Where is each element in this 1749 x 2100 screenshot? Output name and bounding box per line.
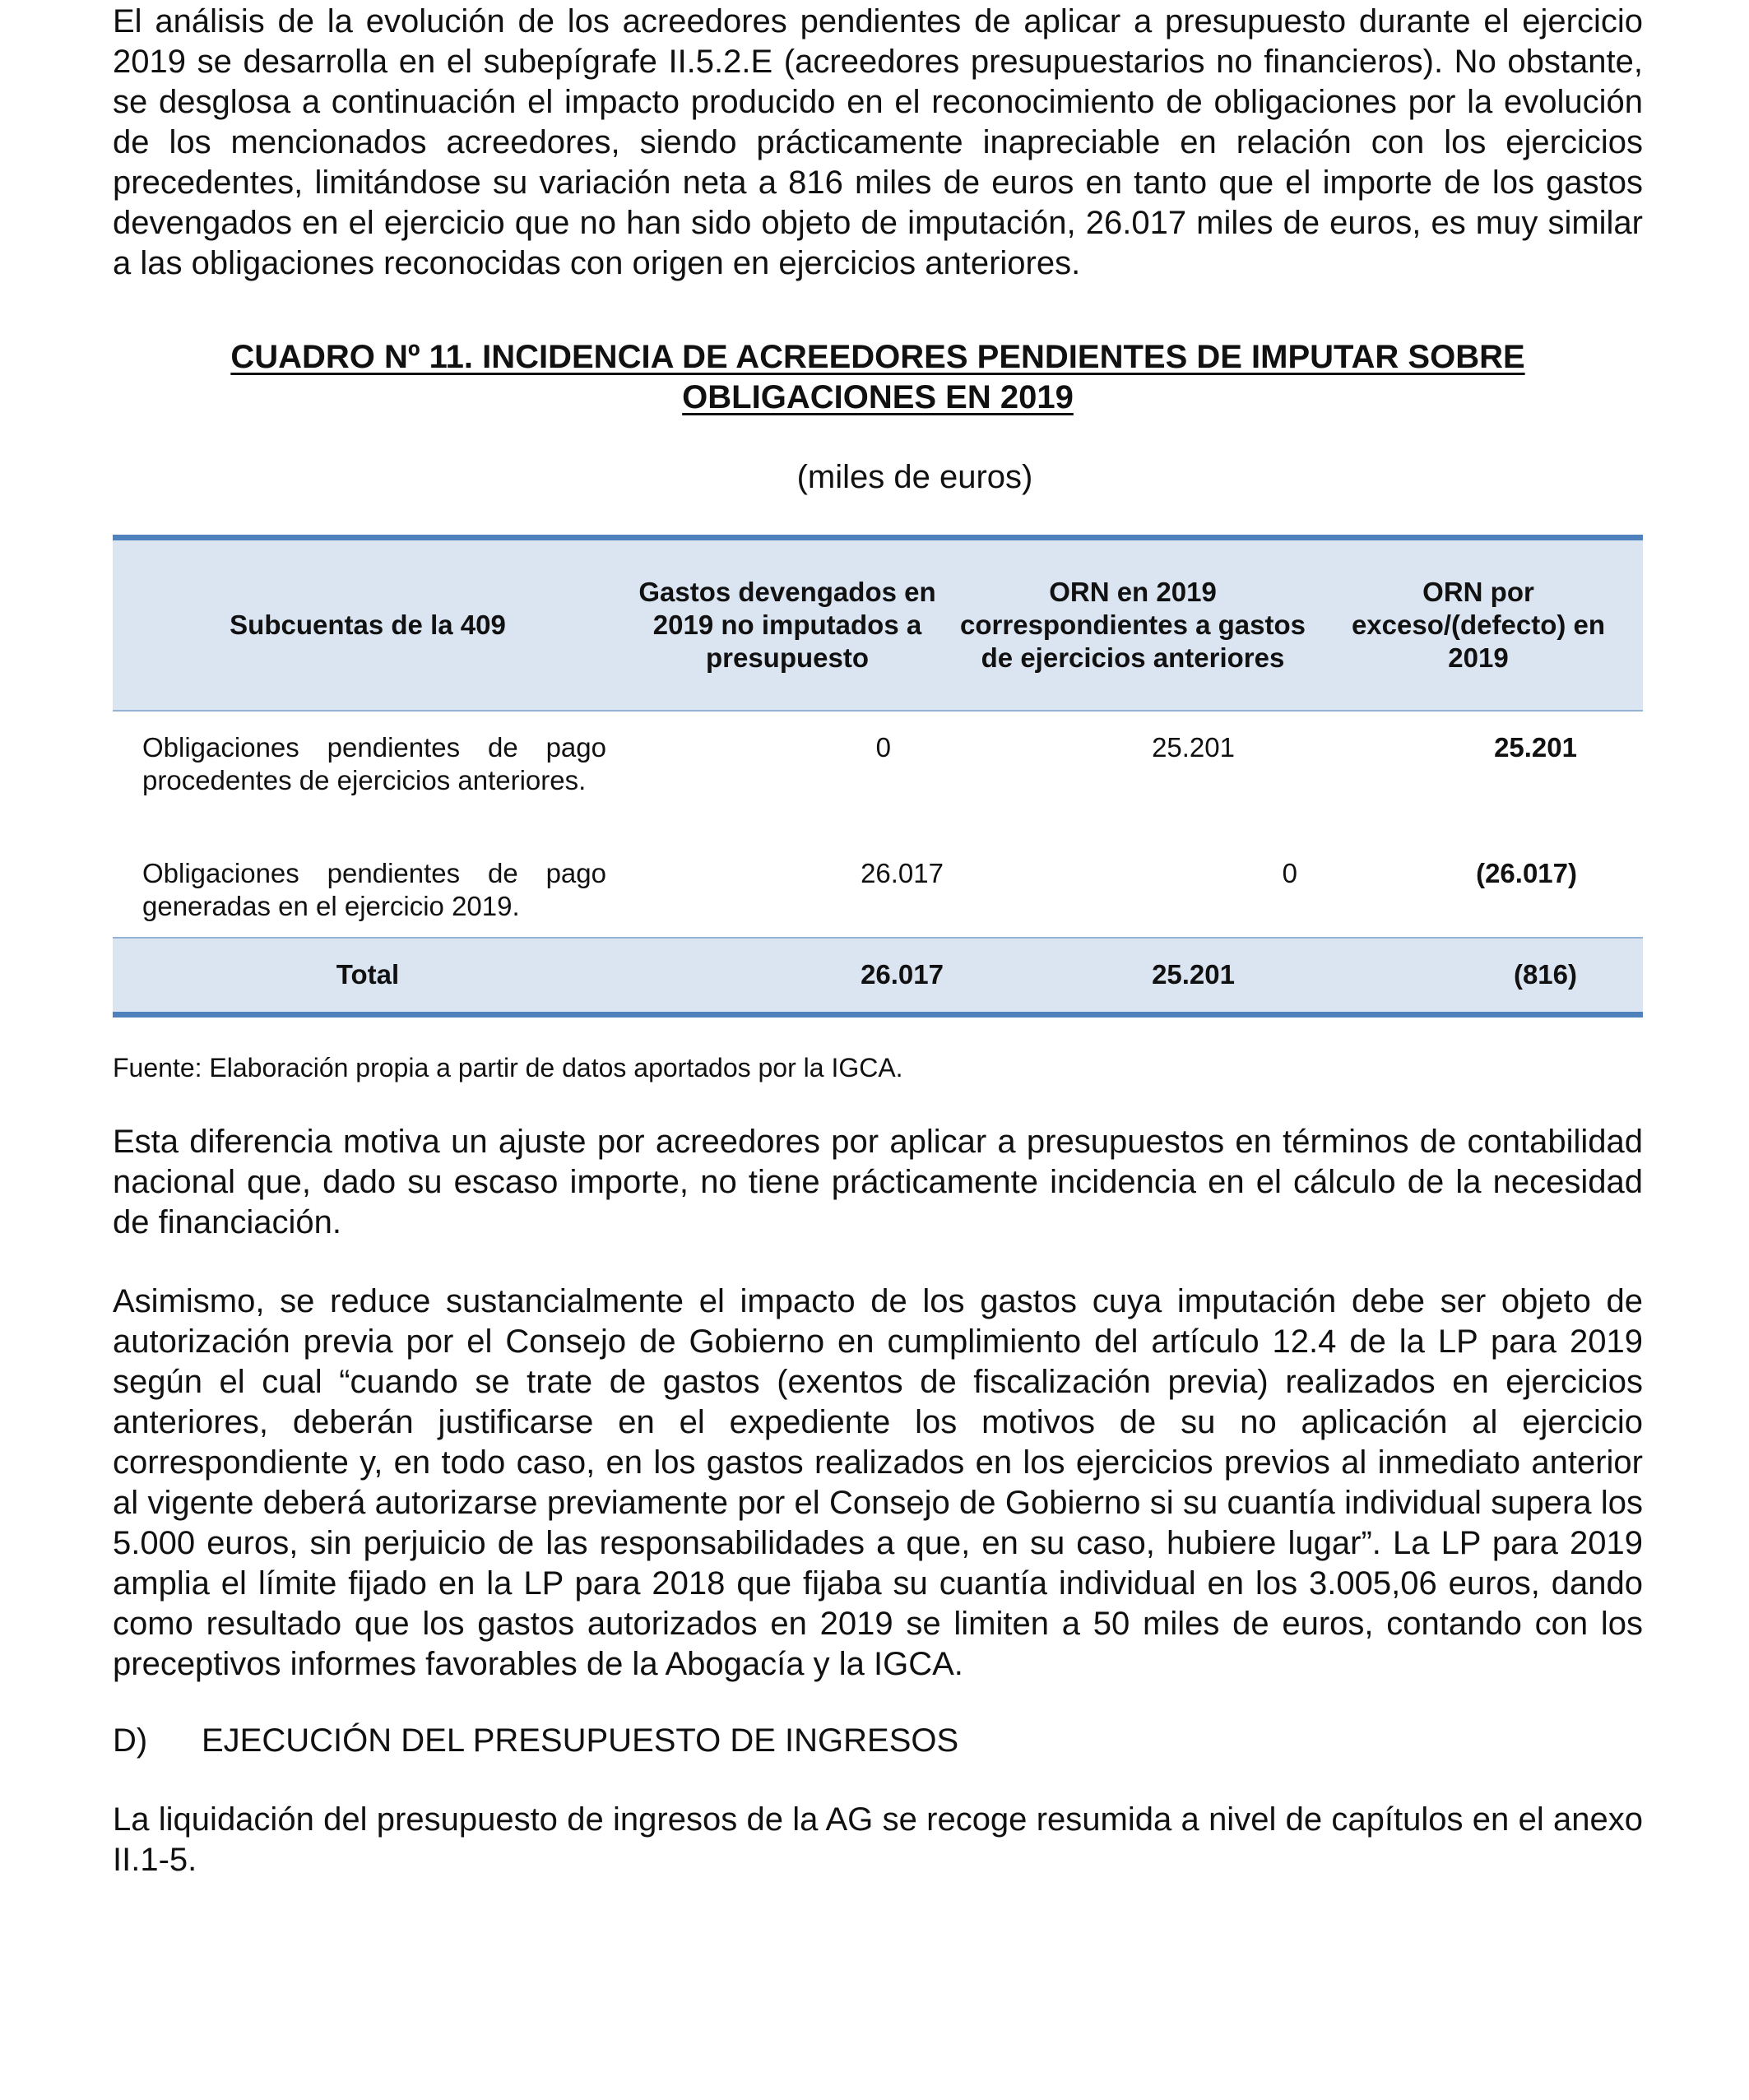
table-total-row <box>113 938 1643 1015</box>
section-heading <box>113 1721 958 1761</box>
table-source-note: Fuente: Elaboración propia a partir de datos aportados por la IGCA. <box>113 1053 903 1082</box>
table-container <box>113 535 1643 1018</box>
authorization-paragraph: Asimismo, se reduce sustancialmente el impacto de los gastos cuya imputación debe ser objeto de autorización previa por el Consejo de Gobierno en cumplimiento del artículo 12.4 de la LP para 2019 según el cual “cuando se trate de gastos (exentos de fiscalización previa) realizados en ejercicios anteriores, deberán justificarse en el expediente los motivos de su no aplicación al ejercicio correspondiente y, en todo caso, en los gastos realizados en los ejercicios previos al inmediato anterior al vigente deberá autorizarse previamente por el Consejo de Gobierno si su cuantía individual supera los 5.000 euros, sin perjuicio de las responsabilidades a que, en su caso, hubiere lugar”. La LP para 2019 amplia el límite fijado en la LP para 2018 que fijaba su cuantía individual en los 3.005,06 euros, dando como resultado que los gastos autorizados en 2019 se limiten a 50 miles de euros, contando con los preceptivos informes favorables de la Abogacía y la IGCA. <box>113 1283 1643 1682</box>
section-letter: D) <box>113 1722 148 1759</box>
creditors-table <box>113 535 1643 1018</box>
total-orn-value: 25.201 <box>952 938 1314 1015</box>
header-orn-exceso: ORN por exceso/(defecto) en 2019 <box>1314 538 1643 712</box>
table-units: (miles de euros) <box>796 459 1033 495</box>
table-header-row <box>113 538 1643 712</box>
row-label: Obligaciones pendientes de pago generadas en el ejercicio 2019. <box>142 858 606 921</box>
adjustment-paragraph: Esta diferencia motiva un ajuste por acreedores por aplicar a presupuestos en términos de contabilidad nacional que, dado su escaso importe, no tiene prácticamente incidencia en el cálculo de la necesidad de financiación. <box>113 1124 1643 1240</box>
row-orn-value: 25.201 <box>1152 732 1235 763</box>
row-label: Obligaciones pendientes de pago procedentes de ejercicios anteriores. <box>142 732 606 795</box>
header-orn-2019: ORN en 2019 correspondientes a gastos de ejercicios anteriores <box>952 538 1314 712</box>
row-gastos-value: 26.017 <box>861 858 944 888</box>
total-diff-value: (816) <box>1314 938 1643 1015</box>
table-row <box>113 849 1643 938</box>
header-subcuentas: Subcuentas de la 409 <box>113 538 623 712</box>
total-gastos-value: 26.017 <box>623 938 952 1015</box>
total-label: Total <box>113 938 623 1015</box>
table-row <box>113 711 1643 849</box>
row-orn-value: 0 <box>1282 858 1297 888</box>
intro-paragraph: El análisis de la evolución de los acreedores pendientes de aplicar a presupuesto durante el ejercicio 2019 se desarrolla en el subepígrafe II.5.2.E (acreedores presupuestarios no financieros). No obstante, se desglosa a continuación el impacto producido en el reconocimiento de obligaciones por la evolución de los mencionados acreedores, siendo prácticamente inapreciable en relación con los ejercicios precedentes, limitándose su variación neta a 816 miles de euros en tanto que el importe de los gastos devengados en el ejercicio que no han sido objeto de imputación, 26.017 miles de euros, es muy similar a las obligaciones reconocidas con origen en ejercicios anteriores. <box>113 3 1643 281</box>
row-diff-value: 25.201 <box>1494 732 1577 763</box>
row-diff-value: (26.017) <box>1476 858 1577 888</box>
header-gastos-devengados: Gastos devengados en 2019 no imputados a presupuesto <box>623 538 952 712</box>
table-caption-line2: OBLIGACIONES EN 2019 <box>682 379 1074 415</box>
table-caption <box>113 337 1643 418</box>
revenue-paragraph: La liquidación del presupuesto de ingresos de la AG se recoge resumida a nivel de capítulos en el anexo II.1-5. <box>113 1801 1643 1878</box>
section-title: EJECUCIÓN DEL PRESUPUESTO DE INGRESOS <box>202 1722 959 1759</box>
table-caption-line1: CUADRO Nº 11. INCIDENCIA DE ACREEDORES PENDIENTES DE IMPUTAR SOBRE <box>230 339 1525 375</box>
row-gastos-value: 0 <box>875 732 891 763</box>
